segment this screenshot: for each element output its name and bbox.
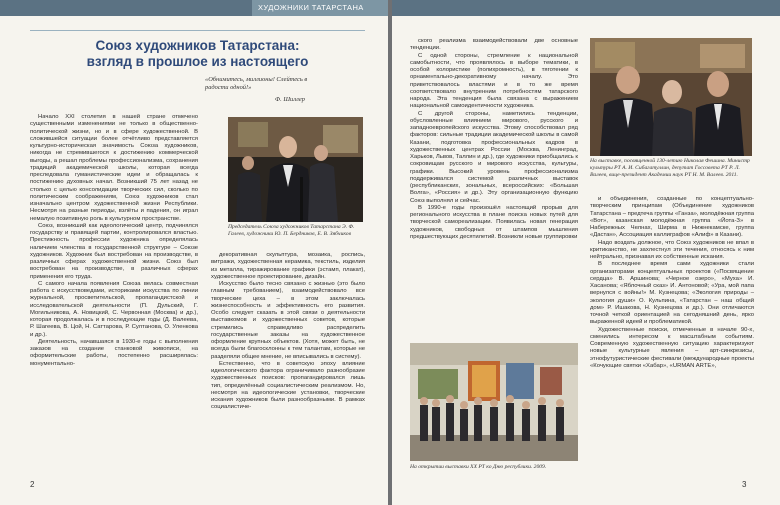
text-column-right-b [590, 196, 754, 476]
title-rule-top [30, 30, 365, 31]
paragraph: С одной стороны, стремление к национальной самобытности, что проявлялось в выборе тематики, в особой колористике (полихромность), в тяготении к орнаментально-декоративному началу. Это приветствовалось властями и в то же время соответствовало внутренним потребностям татарского народа. Эта тенденция была связана с выражением национальной самоидентичности художника. [410, 52, 578, 110]
page-number-right: 3 [742, 480, 747, 489]
paragraph: С другой стороны, наметились тенденции, обусловленные влиянием мирового, русского и западноевропейского искусства. Этому способствовал ряд факторов: сильные традиции академической школы в самой Казани, подготовка профессиональных кадров в художественных центрах России (Москва, Ленинград, Харьков, Львов, Таллин и др.), где художники приобщались к сокровищам русского и мирового искусства, культуры, графики. Высокий уровень профессионализма поддерживался системой различных выставок (республиканских, зональных, всероссийских: «Большая Волга», «Россия» и др.). Эту организационную функцию Союз выполнял и сейчас. [410, 110, 578, 204]
paragraph: Естественно, что в советскую эпоху влияние идеологического фактора ограничивало разнообразие художественных поисков: пропагандировался лишь тип, определённый социалистическим реализмом. Но, несмотря на идеологические установки, творческие искания художников были разнообразными. В рамках социалистиче- [211, 360, 365, 411]
photo-exhibition-officials [590, 38, 752, 156]
photo-exhibition-opening [410, 343, 578, 461]
text-column-left-a [30, 114, 198, 476]
header-bar [392, 0, 780, 16]
photo-chairman [228, 117, 363, 222]
paragraph: В 1990-е годы произошёл настоящий прорыв для регионального искусства в плане поиска новых путей для творческой самореализации. Появилась новая генерация художников, свободных от штампов мышления предшествующих десятилетий. Возникли новые группировки [410, 204, 578, 240]
paragraph: Деятельность, начавшаяся в 1930-е годы с выполнения заказов на создание станковой живописи, на оформительские работы, постепенно расширялась: монументально- [30, 338, 198, 367]
caption-left-photo: Председатель Союза художников Татарстана Э. Ф. Галеев, художники Ю. П. Бердников, Е. В. Зябчиков [228, 224, 355, 237]
text-column-left-b [211, 252, 365, 476]
article-title-line2: взгляд в прошлое из настоящего [86, 54, 309, 69]
running-head: ХУДОЖНИКИ ТАТАРСТАНА [252, 0, 388, 16]
epigraph-text: «Обнимитесь, миллионы! Слейтесь в радости одной!» [205, 76, 308, 91]
article-title [30, 38, 365, 70]
paragraph: и объединения, созданные по концептуально-творческим принципам (Объединение художников Татарстана – предтеча группы «Ганза», молодёжная группа «Вот», казанская молодёжная группа «Йота-З» в Набережных Челнах, Ширма в Нижнекамске, группа «Дастан», Ассоциация каллиграфов «Алиф» в Казани). [590, 196, 754, 239]
paragraph: С самого начала появления Союза велась совместная работа с искусствоведами, историками искусства по линии журнальной, просветительской, пропагандистской и исследовательской деятельности (П. Дульский, Г. Могильникова, А. Новицкий, С. Червонная (Москва) и др.), которая продолжалась и в последующие годы (Д. Валеева, Р. Шагеева, В. Цой, Н. Саттарова, Р. Султанова, О. Уленкова и др.). [30, 280, 198, 338]
article-title-line1: Союз художников Татарстана: [95, 38, 300, 53]
epigraph-author: Ф. Шиллер [275, 96, 305, 103]
paragraph: Надо воздать должное, что Союз художников не впал в критиканство, не захлестнул эти течения, относясь к ним нейтрально, признавая их собственные искания. [590, 239, 754, 260]
right-page [392, 0, 780, 505]
page-number-left: 2 [30, 480, 35, 489]
caption-right-bottom-photo: На открытии выставки ХХ РТ ко Дню республики. 2009. [410, 464, 547, 470]
paragraph: В последнее время сами художники стали организаторами концептуальных проектов («Посвящение сердца» В. Аршинова; «Черное озеро», «Муха» И. Хасанова; «Яблочный сказ» И. Антоновой; «Ура, мой папа вернулся с войны!» М. Кузнецова; «Экология природы – экология души» О. Кульпина, «Татарстан – наш общий дом» Р. Ишакова, Н. Кузнецова и др.). Они отличаются точной четкой ориентацией на сегодняшний день, ярко выраженной идеей и проблематикой. [590, 261, 754, 326]
caption-right-top-photo: На выставке, посвященной 130-летию Николая Фешина. Министр культуры РТ А. И. Сибагатуллин, депутат Госсовета РТ Р. Л. Валеев, вице-президент Академии наук РТ Н. М. Валеев. 2011. [590, 158, 750, 178]
paragraph: Начало XXI столетия в нашей стране отмечено существенными изменениями не только в общественно-политической жизни, но и в сфере художественной. В сложившейся ситуации более отчётливо представляется культурно-историческая значимость Союза художников, никогда не стремившегося к достижению коммерческой выгоды, а решал проблемы профессионализма, сохранения традиций академической школы, которая всегда преследовала гуманистические идеи и обращалась к постижению духовных начал. Возникший 75 лет назад не столько с целью консолидации творческих сил, сколько по политическим соображениям, Союз художников стал изначально центром художественной жизни Республики. Несмотря на разные периоды, взлёты и падения, он играл немалую позитивную роль в культурном пространстве. [30, 114, 198, 222]
paragraph: декоративная скульптура, мозаика, роспись, витражи, художественная керамика, текстиль, изделия из металла, тиражирование графики (эстамп, плакат), художественное проектирование, дизайн. [211, 252, 365, 280]
text-column-right-a [410, 38, 578, 338]
paragraph: Художественные поиски, отмеченные в начале 90-х, сменились интересом к масштабным событиям. Современную художественную ситуацию характеризуют новые культурные явления – арт-синкрезисы, этнофутуристические фестивали (международные проекты «Кочующие святки «Хабар», «URMAN ARTЕ», [590, 326, 754, 369]
paragraph: ского реализма взаимодействовали две основные тенденции. [410, 38, 578, 52]
paragraph: Искусство было тесно связано с жизнью (это было главным требованием), взаимодействовало все творческие цеха – в этом заключалась жизнеспособность и эффективность его развития. Особо следует сказать в этой связи о деятельности выставкомов и художественных советов, которые стремились справедливо распределить государственные заказы на художественное оформление крупных объектов. (Хотя, может быть, не всегда были благосклонны к тем талантам, которые не разделяли общее мнение, не вписывались в систему). [211, 281, 365, 360]
left-page [0, 0, 388, 505]
paragraph: Союз, возникший как идеологический центр, подчинялся государству и правящей партии, контролировался властью. Престижность профессии художника определялась наличием членства в государственной структуре – Союзе художников. Художник был востребован на производстве, в различных сферах художественной жизни. Союз был востребован на производстве, в различных сферах применения его труда. [30, 222, 198, 280]
